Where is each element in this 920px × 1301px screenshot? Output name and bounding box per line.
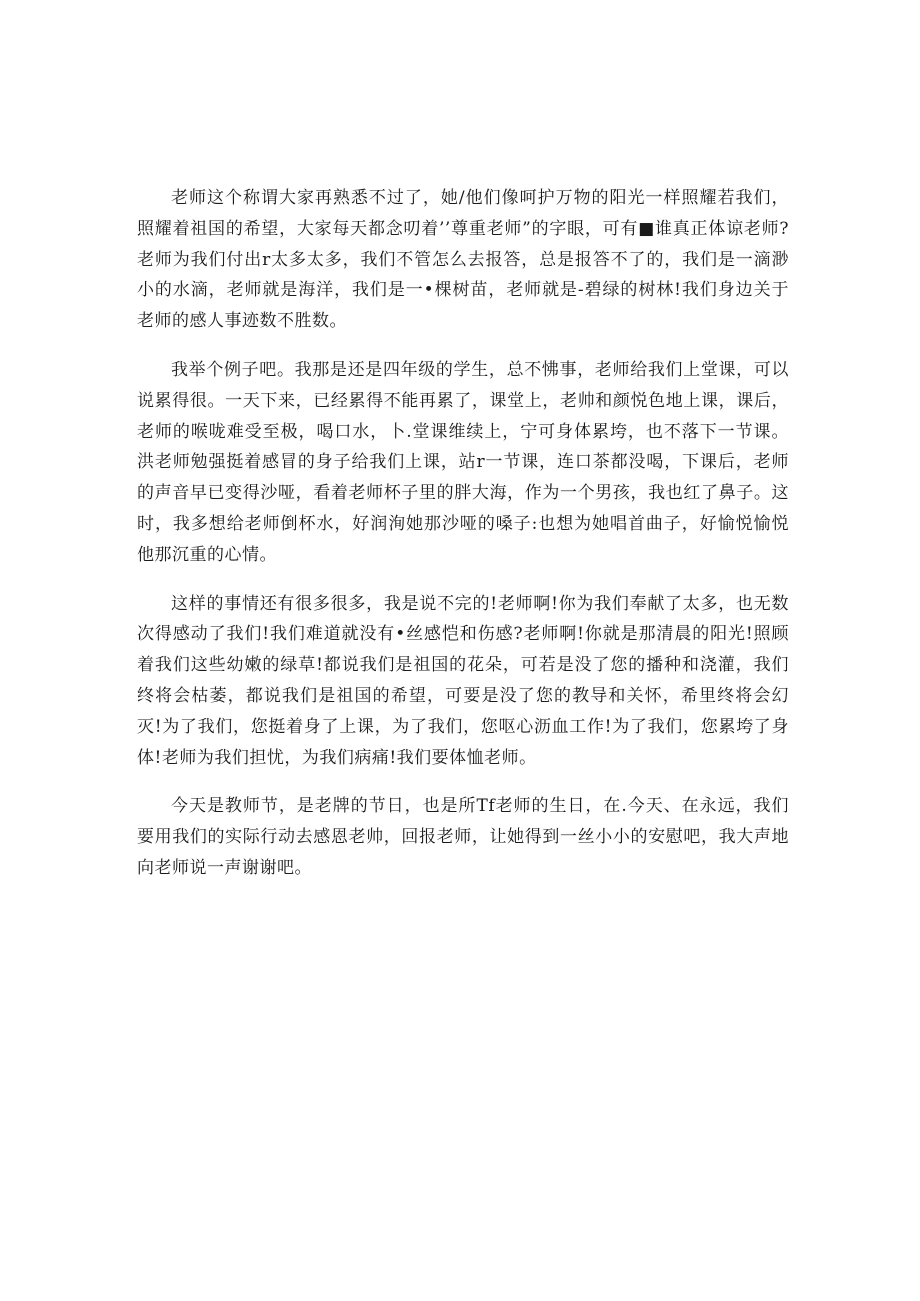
paragraph-4: 今天是教师节，是老牌的节日，也是所Tf老师的生日，在.今天、在永远，我们要用我们的实际行动去感恩老帅，回报老师，让她得到一丝小小的安慰吧，我大声地向老师说一声谢谢吧。 xyxy=(137,796,789,878)
paragraph-1: 老师这个称谓大家再熟悉不过了，她/他们像呵护万物的阳光一样照耀若我们，照耀着祖国的希望，大家每天都念叨着’’尊重老师”的字眼，可有■谁真正体谅老师?老师为我们付出r太多太多，我们不管怎么去报答，总是报答不了的，我们是一滴渺小的水滴，老师就是海洋，我们是一•棵树苗，老师就是-碧绿的树林!我们身边关于老师的感人事迹数不胜数。 xyxy=(137,188,789,332)
paragraph-3: 这样的事情还有很多很多，我是说不完的!老师啊!你为我们奉献了太多，也无数次得感动了我们!我们难道就没有•丝感恺和伤感?老师啊!你就是那清晨的阳光!照顾着我们这些幼嫩的绿草!都说我们是祖国的花朵，可若是没了您的播种和浇灌，我们终将会枯萎，都说我们是祖国的希望，可要是没了您的教导和关怀，希里终将会幻灭!为了我们，您挺着身了上课，为了我们，您呕心沥血工作!为了我们，您累垮了身体!老师为我们担忧，为我们病痛!我们要体恤老师。 xyxy=(137,593,789,768)
document-body xyxy=(137,183,789,902)
paragraph-2: 我举个例子吧。我那是还是四年级的学生，总不怫事，老师给我们上堂课，可以说累得很。一天下来，已经累得不能再累了，课堂上，老帅和颜悦色地上课，课后，老师的喉咙难受至极，喝口水，卜.堂课维续上，宁可身体累垮，也不落下一节课。洪老师勉强挺着感冒的身子给我们上课，站r一节课，连口茶都没喝，下课后，老师的声音早已变得沙哑，看着老师杯子里的胖大海，作为一个男孩，我也红了鼻子。这时，我多想给老师倒杯水，好润洵她那沙哑的嗓子:也想为她唱首曲子，好愉悦愉悦他那沉重的心情。 xyxy=(137,359,789,565)
